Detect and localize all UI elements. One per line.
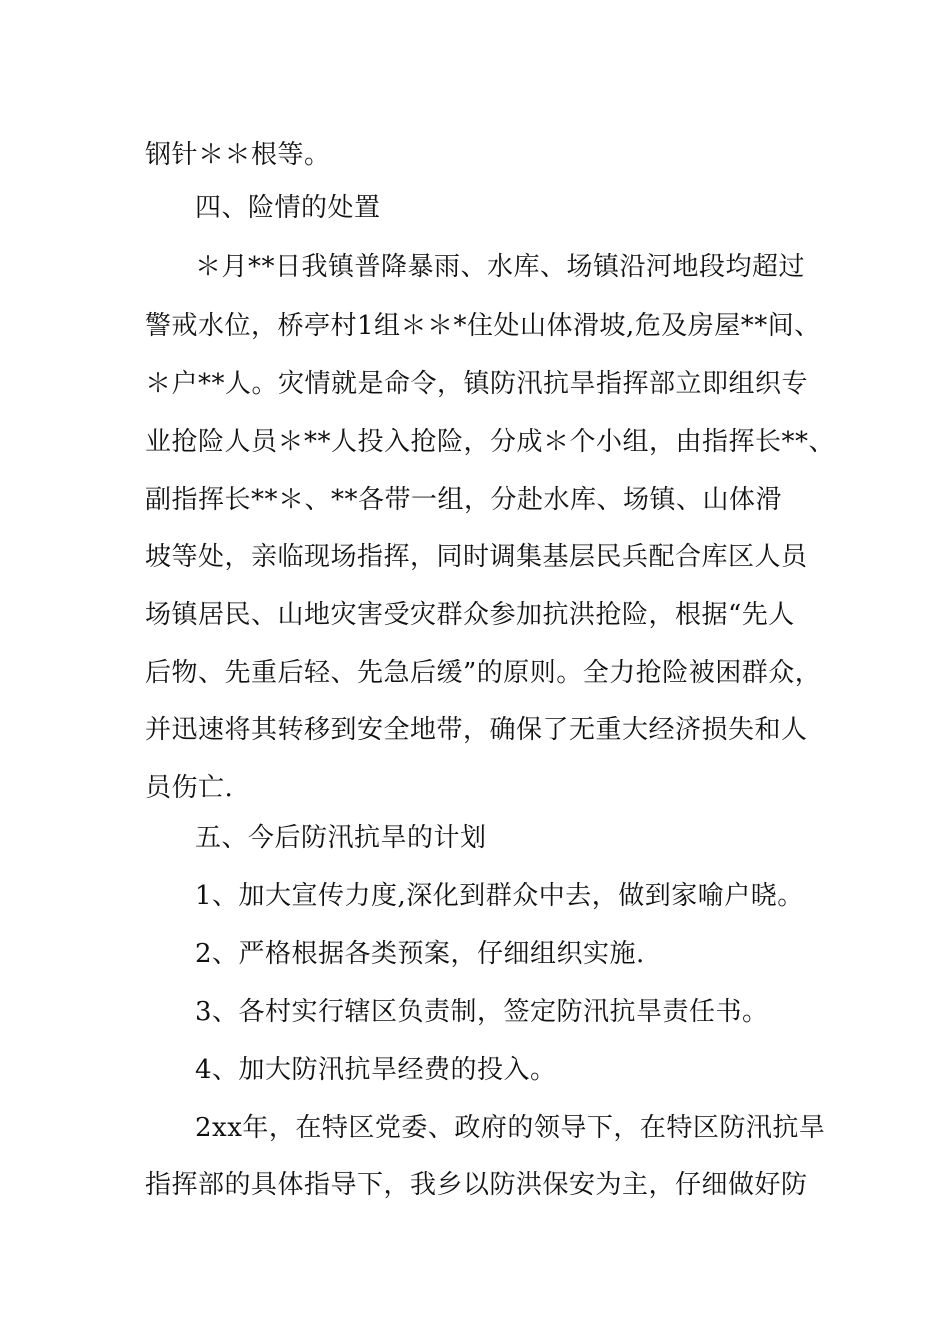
list-item: 4、加大防汛抗旱经费的投入。 (195, 1055, 557, 1085)
section-heading: 四、险情的处置 (195, 193, 381, 223)
body-text-line: 警戒水位，桥亭村1组＊＊*住处山体滑坡,危及房屋**间、 (145, 311, 821, 341)
body-text-line: 后物、先重后轻、先急后缓”的原则。全力抢险被困群众， (145, 658, 822, 688)
body-text-line: 副指挥长**＊、**各带一组，分赴水库、场镇、山体滑 (145, 485, 783, 515)
body-text-line: 并迅速将其转移到安全地带，确保了无重大经济损失和人 (145, 715, 808, 745)
list-item: 3、各村实行辖区负责制，签定防汛抗旱责任书。 (195, 997, 769, 1027)
body-text-line: ＊户**人。灾情就是命令，镇防汛抗旱指挥部立即组织专 (145, 369, 809, 399)
list-item: 2、严格根据各类预案，仔细组织实施. (195, 939, 645, 969)
body-text-line: 场镇居民、山地灾害受灾群众参加抗洪抢险，根据“先人 (145, 600, 795, 630)
section-heading: 五、今后防汛抗旱的计划 (195, 823, 487, 853)
body-text-line: 钢针＊＊根等。 (145, 140, 331, 170)
body-text-line: 业抢险人员＊**人投入抢险，分成＊个小组，由指挥长**、 (145, 427, 836, 457)
body-text-line: 员伤亡. (145, 773, 234, 803)
body-text-line: 2xx年，在特区党委、政府的领导下，在特区防汛抗旱 (195, 1113, 826, 1143)
body-text-line: 坡等处，亲临现场指挥，同时调集基层民兵配合库区人员 (145, 542, 808, 572)
list-item: 1、加大宣传力度,深化到群众中去，做到家喻户晓。 (195, 881, 804, 911)
body-text-line: 指挥部的具体指导下，我乡以防洪保安为主，仔细做好防 (145, 1170, 808, 1200)
body-text-line: ＊月**日我镇普降暴雨、水库、场镇沿河地段均超过 (195, 252, 806, 282)
